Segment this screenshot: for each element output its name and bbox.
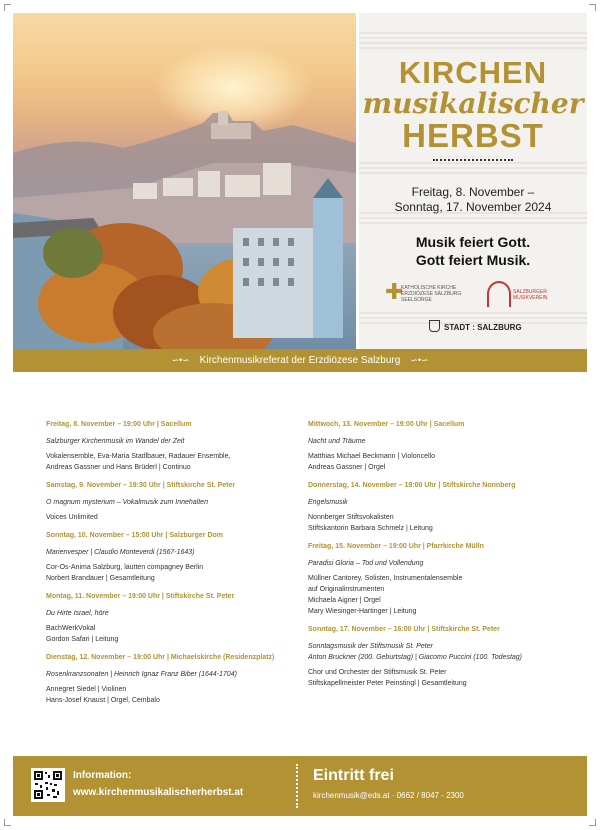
festival-dates xyxy=(359,185,587,215)
event-performer: Andreas Gassner | Orgel xyxy=(308,464,386,471)
event-heading: Montag, 11. November – 19:00 Uhr | Stiftskirche St. Peter xyxy=(46,593,235,600)
event-entry xyxy=(46,532,296,584)
event-heading: Freitag, 8. November – 19:00 Uhr | Sacellum xyxy=(46,421,192,428)
logo-verein-line1: SALZBURGER xyxy=(513,289,547,295)
event-performer: Chor und Orchester der Stiftsmusik St. Peter xyxy=(308,669,447,676)
event-performer: Michaela Aigner | Orgel xyxy=(308,597,381,604)
musikverein-mark-icon xyxy=(487,281,511,307)
event-subtitle-2: Anton Bruckner (200. Geburtstag) | Giacomo Puccini (100. Todestag) xyxy=(308,654,523,661)
title-musikalischer: musikalischer xyxy=(362,87,584,120)
event-heading: Sonntag, 17. November – 16:00 Uhr | Stiftskirche St. Peter xyxy=(308,626,500,633)
logo-musikverein xyxy=(487,279,577,311)
event-heading: Sonntag, 10. November – 15:00 Uhr | Salzburger Dom xyxy=(46,532,224,539)
event-heading: Dienstag, 12. November – 19:00 Uhr | Michaelskirche (Residenzplatz) xyxy=(46,654,275,661)
event-heading: Samstag, 9. November – 19:30 Uhr | Stiftskirche St. Peter xyxy=(46,482,236,489)
crop-mark-bottom-left xyxy=(4,819,11,826)
event-entry xyxy=(46,654,296,706)
event-entry xyxy=(46,593,296,645)
event-performer: Cor-Os-Anima Salzburg, lautten compagney Berlin xyxy=(46,564,204,571)
program-column-right xyxy=(308,421,558,698)
ornament-right-icon: ∽•∽ xyxy=(410,355,429,365)
cityscape-illustration xyxy=(13,13,356,349)
logo-kirche-line3: SEELSORGE xyxy=(401,297,432,303)
event-performer: auf Originalinstrumenten xyxy=(308,586,385,593)
event-entry xyxy=(308,482,558,534)
website-link[interactable]: www.kirchenmusikalischerherbst.at xyxy=(73,787,244,798)
date-start: Freitag, 8. November – xyxy=(411,185,535,199)
contact-info[interactable]: kirchenmusik@eds.at · 0662 / 8047 - 2300 xyxy=(313,791,464,800)
hero xyxy=(13,13,587,349)
event-subtitle: Rosenkranzsonaten | Heinrich Ignaz Franz Biber (1644-1704) xyxy=(46,671,237,678)
logo-kirche-line1: KATHOLISCHE KIRCHE xyxy=(401,285,457,291)
event-performer: Stiftskantorin Barbara Schmelz | Leitung xyxy=(308,525,433,532)
event-subtitle: Du Hirte Israel, höre xyxy=(46,610,109,617)
title-herbst: HERBST xyxy=(402,117,544,154)
event-entry xyxy=(46,482,296,523)
motto xyxy=(359,233,587,269)
footer-divider xyxy=(296,764,298,808)
event-subtitle: Nacht und Träume xyxy=(308,438,366,445)
event-entry xyxy=(308,543,558,617)
cross-icon: ✚ xyxy=(385,279,404,304)
logo-kirche-line2: ERZDIÖZESE SALZBURG xyxy=(401,291,462,297)
event-subtitle: Sonntagsmusik der Stiftsmusik St. Peter xyxy=(308,643,433,650)
event-performer: Gordon Safari | Leitung xyxy=(46,636,119,643)
title-panel xyxy=(359,13,587,349)
event-heading: Donnerstag, 14. November – 19:00 Uhr | Stiftskirche Nonnberg xyxy=(308,482,516,489)
event-subtitle: Marienvesper | Claudio Monteverdi (1567-1643) xyxy=(46,549,195,556)
motto-line1: Musik feiert Gott. xyxy=(415,234,531,250)
event-subtitle: O magnum mysterium – Vokalmusik zum Innehalten xyxy=(46,499,208,506)
qr-code-icon[interactable] xyxy=(31,768,65,802)
event-performer: Matthias Michael Beckmann | Violoncello xyxy=(308,453,435,460)
event-performer: Mary Wiesinger-Hartinger | Leitung xyxy=(308,608,417,615)
organizer-band xyxy=(13,349,587,372)
dotted-divider xyxy=(433,159,513,161)
event-subtitle: Engelsmusik xyxy=(308,499,348,506)
event-performer: Vokalensemble, Eva-Maria Stadlbauer, Radauer Ensemble, xyxy=(46,453,231,460)
crop-mark-bottom-right xyxy=(589,819,596,826)
event-subtitle: Paradisi Gloria – Tod und Vollendung xyxy=(308,560,424,567)
event-heading: Mittwoch, 13. November – 19:00 Uhr | Sacellum xyxy=(308,421,465,428)
event-performer: Norbert Brandauer | Gesamtleitung xyxy=(46,575,155,582)
organizer-label: Kirchenmusikreferat der Erzdiözese Salzburg xyxy=(199,355,401,366)
free-entry-label: Eintritt frei xyxy=(313,767,394,784)
footer xyxy=(13,756,587,816)
event-performer: Annegret Siedel | Violinen xyxy=(46,686,127,693)
event-performer: Andreas Gassner und Hans Brüderl | Continuo xyxy=(46,464,191,471)
event-heading: Freitag, 15. November – 19:00 Uhr | Pfarrkirche Mülln xyxy=(308,543,484,550)
salzburg-autumn-photo xyxy=(13,13,356,349)
event-entry xyxy=(308,421,558,473)
crop-mark-top-right xyxy=(589,4,596,11)
crop-mark-top-left xyxy=(4,4,11,11)
logo-stadt-text: STADT : SALZBURG xyxy=(444,323,522,332)
logo-verein-line2: MUSIKVEREIN xyxy=(513,295,548,301)
event-performer: Voices Unlimited xyxy=(46,514,98,521)
program-column-left xyxy=(46,421,296,715)
event-entry xyxy=(46,421,296,473)
event-subtitle: Salzburger Kirchenmusik im Wandel der Zeit xyxy=(46,438,185,445)
event-performer: Stiftskapellmeister Peter Peinstingl | Gesamtleitung xyxy=(308,680,467,687)
event-entry xyxy=(308,626,558,689)
motto-line2: Gott feiert Musik. xyxy=(415,252,531,268)
date-end: Sonntag, 17. November 2024 xyxy=(394,200,552,214)
event-performer: Müllner Cantorey, Solisten, Instrumentalensemble xyxy=(308,575,463,582)
logo-katholische-kirche xyxy=(385,279,485,315)
title-kirchen: KIRCHEN xyxy=(398,55,548,90)
ornament-left-icon: ∽•∽ xyxy=(171,355,190,365)
event-performer: Nonnberger Stiftsvokalisten xyxy=(308,514,394,521)
logo-stadt-salzburg xyxy=(429,320,522,332)
info-label: Information: xyxy=(73,770,132,781)
event-performer: Hans-Josef Knaust | Orgel, Cembalo xyxy=(46,697,160,704)
city-shield-icon xyxy=(429,320,440,332)
event-performer: BachWerkVokal xyxy=(46,625,96,632)
